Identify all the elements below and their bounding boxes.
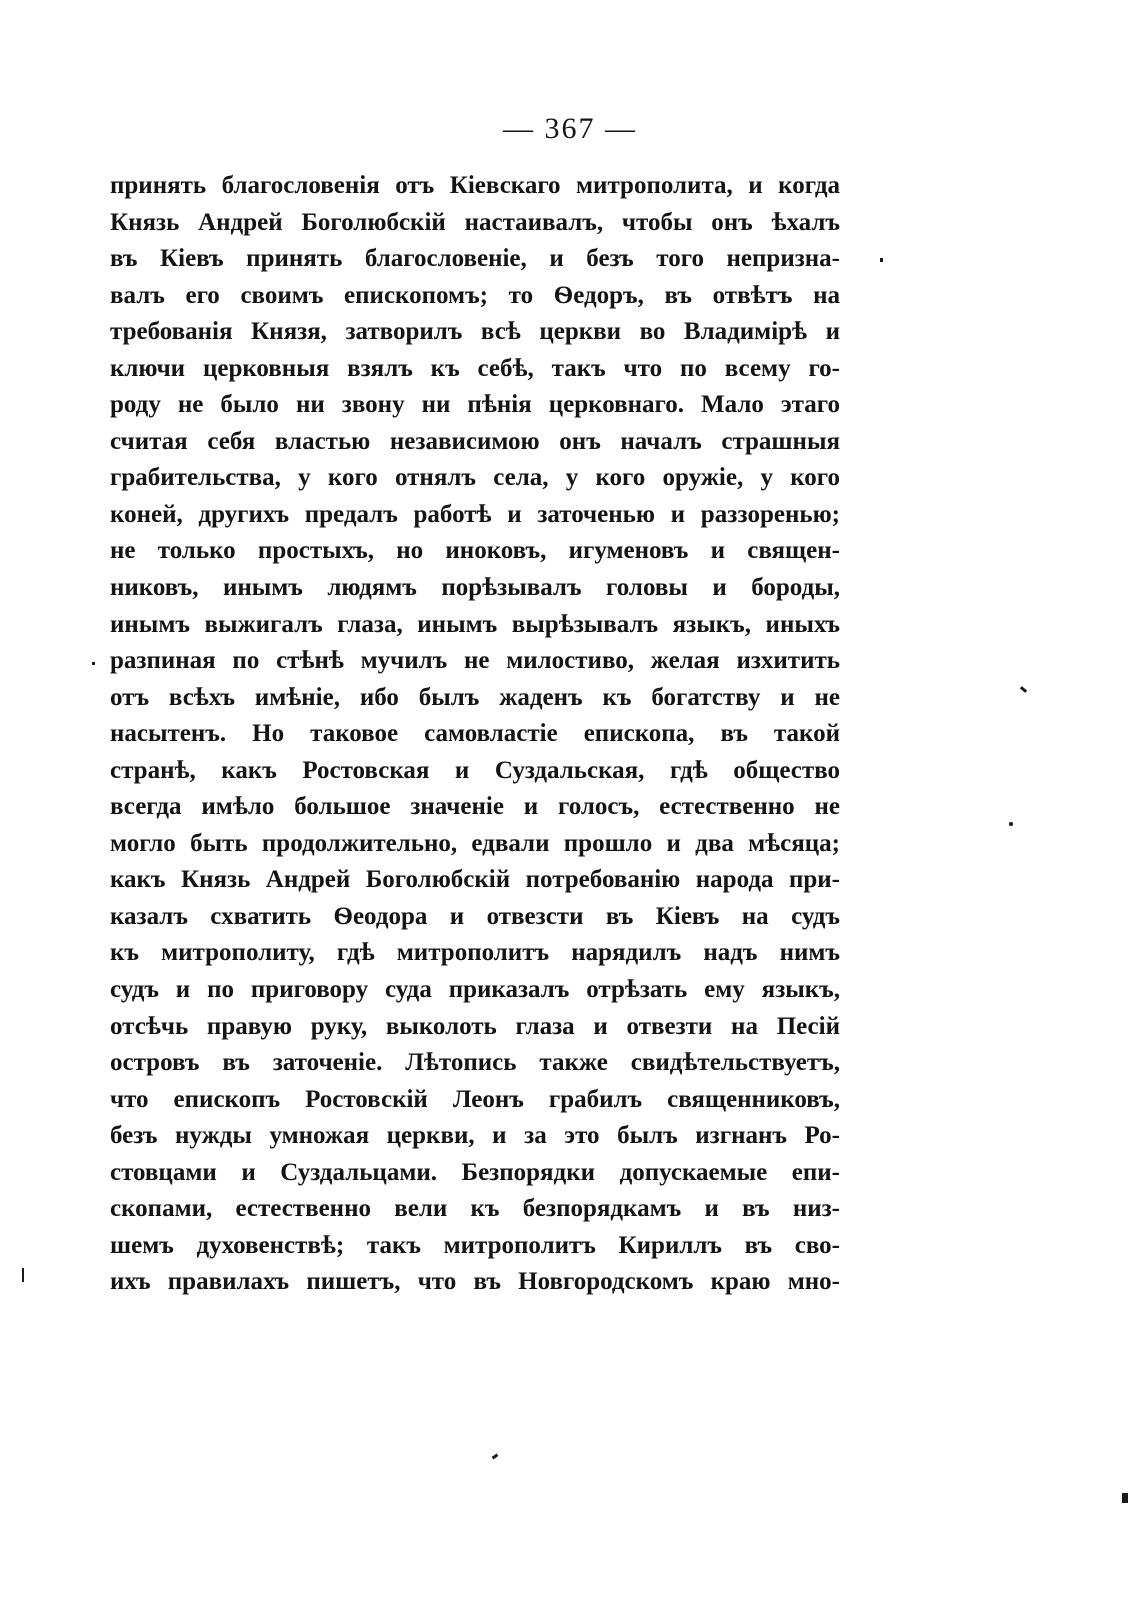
scan-speck — [1009, 822, 1013, 826]
text-line: странѣ, какъ Ростовская и Суздальская, гдѣ общество — [110, 756, 840, 784]
scan-speck — [1122, 1493, 1128, 1503]
text-line: скопами, естественно вели къ безпорядкамъ и въ низ- — [110, 1195, 840, 1223]
text-line: въ Кіевъ принять благословеніе, и безъ того непризна- — [110, 245, 840, 273]
scan-speck — [880, 258, 883, 262]
scan-speck — [22, 1268, 24, 1282]
text-line: стовцами и Суздальцами. Безпорядки допускаемые епи- — [110, 1158, 840, 1186]
text-line: Князь Андрей Боголюбскій настаивалъ, чтобы онъ ѣхалъ — [110, 208, 840, 236]
body-text — [110, 168, 840, 1301]
text-line: инымъ выжигалъ глаза, инымъ вырѣзывалъ языкъ, иныхъ — [110, 610, 840, 638]
text-line: роду не было ни звону ни пѣнія церковнаго. Мало этаго — [110, 391, 840, 419]
text-line: казалъ схватить Ѳеодора и отвезсти въ Кіевъ на судъ — [110, 902, 840, 930]
text-line: насытенъ. Но таковое самовластіе епископа, въ такой — [110, 720, 840, 748]
page-number: — 367 — — [503, 112, 637, 145]
scan-speck — [1020, 686, 1027, 693]
text-line: отсѣчь правую руку, выколоть глаза и отвезти на Песій — [110, 1012, 840, 1040]
text-line: всегда имѣло большое значеніе и голосъ, естественно не — [110, 793, 840, 821]
text-line: могло быть продолжительно, едвали прошло и два мѣсяца; — [110, 829, 840, 857]
text-line: безъ нужды умножая церкви, и за это былъ изгнанъ Ро- — [110, 1122, 840, 1150]
text-line: къ митрополиту, гдѣ митрополитъ нарядилъ надъ нимъ — [110, 939, 840, 967]
text-line: принять благословенія отъ Кіевскаго митрополита, и когда — [110, 172, 840, 199]
text-line: коней, другихъ предалъ работѣ и заточенью и раззоренью; — [110, 500, 840, 528]
text-line: разпиная по стѣнѣ мучилъ не милостиво, желая изхитить — [110, 647, 840, 675]
scan-speck — [492, 1454, 499, 1460]
text-line: островъ въ заточеніе. Лѣтопись также свидѣтельствуетъ, — [110, 1049, 840, 1077]
text-line: что епископъ Ростовскій Леонъ грабилъ священниковъ, — [110, 1085, 840, 1113]
text-line: отъ всѣхъ имѣніе, ибо былъ жаденъ къ богатству и не — [110, 683, 840, 711]
text-line: валъ его своимъ епископомъ; то Ѳедоръ, въ отвѣтъ на — [110, 281, 840, 309]
scan-speck — [92, 662, 95, 665]
text-line: судъ и по приговору суда приказалъ отрѣзать ему языкъ, — [110, 976, 840, 1004]
text-line: шемъ духовенствѣ; такъ митрополитъ Кириллъ въ сво- — [110, 1231, 840, 1259]
text-line: грабительства, у кого отнялъ села, у кого оружіе, у кого — [110, 464, 840, 492]
text-line: какъ Князь Андрей Боголюбскій потребованію народа при- — [110, 866, 840, 894]
text-line: никовъ, инымъ людямъ порѣзывалъ головы и бороды, — [110, 574, 840, 602]
text-line: требованія Князя, затворилъ всѣ церкви во Владимірѣ и — [110, 318, 840, 346]
text-line: не только простыхъ, но иноковъ, игуменовъ и священ- — [110, 537, 840, 565]
text-line: считая себя властью независимою онъ началъ страшныя — [110, 427, 840, 455]
text-line: ихъ правилахъ пишетъ, что въ Новгородскомъ краю мно- — [110, 1268, 840, 1296]
text-line: ключи церковныя взялъ къ себѣ, такъ что по всему го- — [110, 354, 840, 382]
